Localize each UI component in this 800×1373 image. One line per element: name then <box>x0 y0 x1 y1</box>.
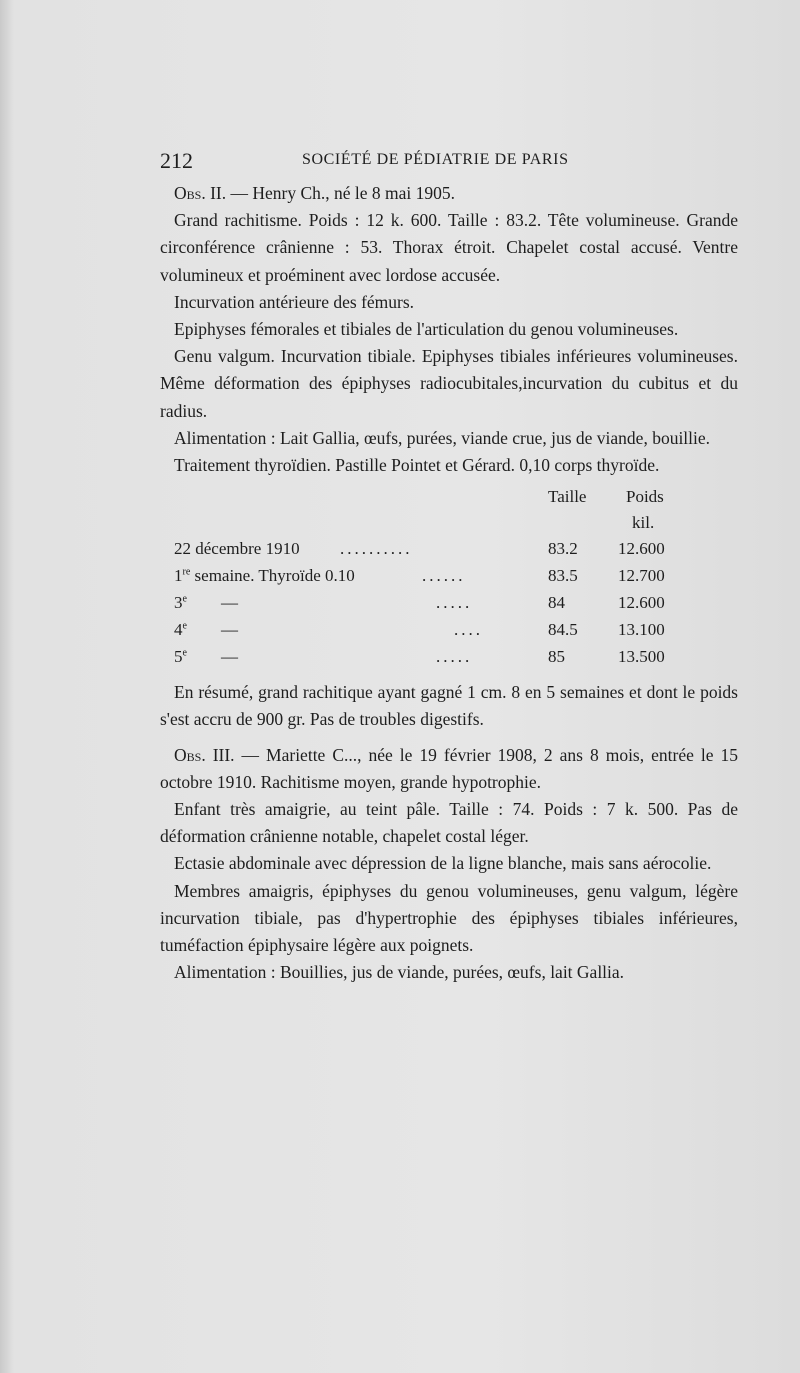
obs3-heading: Obs. III. <box>174 744 235 765</box>
obs3-paragraph-3: Membres amaigris, épiphyses du genou volumineuses, genu valgum, légère incurvation tibiale, pas d'hypertrophie des épiphyses tibiales inférieures, tuméfaction épiphysaire légère aux poignets. <box>160 880 738 956</box>
obs3-intro <box>160 742 738 796</box>
row-label: 5e — <box>174 647 238 667</box>
obs2-paragraph-4: Genu valgum. Incurvation tibiale. Epiphyses tibiales inférieures volumineuses. Même déformation des épiphyses radiocubitales,incurvation du cubitus et du radius. <box>160 346 738 421</box>
row-leader: .... <box>454 620 483 640</box>
row-taille: 85 <box>548 647 565 667</box>
table-row <box>160 535 738 562</box>
obs2-paragraph-2: Incurvation antérieure des fémurs. <box>174 291 415 312</box>
row-leader: ...... <box>422 566 466 586</box>
row-taille: 83.5 <box>548 566 578 586</box>
obs3-intro-text: — Mariette C..., née le 19 février 1908, 2 ans 8 mois, entrée le 15 octobre 1910. Rachitisme moyen, grande hypotrophie. <box>160 744 738 792</box>
page-header <box>160 148 738 174</box>
obs3-paragraph-2: Ectasie abdominale avec dépression de la ligne blanche, mais sans aérocolie. <box>174 853 712 874</box>
obs3-paragraph-1: Enfant très amaigrie, au teint pâle. Taille : 74. Poids : 7 k. 500. Pas de déformation crânienne notable, chapelet costal léger. <box>160 799 738 847</box>
table-row <box>160 562 738 589</box>
table-row <box>160 643 738 670</box>
col-header-poids: Poids <box>626 487 664 507</box>
obs2-intro-text: — Henry Ch., né le 8 mai 1905. <box>226 183 456 203</box>
obs2-paragraph-3: Epiphyses fémorales et tibiales de l'articulation du genou volumineuses. <box>174 319 679 340</box>
page-number: 212 <box>160 148 193 173</box>
row-leader: .......... <box>340 539 413 559</box>
table-row <box>160 589 738 616</box>
row-taille: 84 <box>548 593 565 613</box>
row-leader: ..... <box>436 647 473 667</box>
row-label: 3e — <box>174 593 238 613</box>
col-header-taille: Taille <box>548 487 587 507</box>
obs2-paragraph-1: Grand rachitisme. Poids : 12 k. 600. Taille : 83.2. Tête volumineuse. Grande circonférence crânienne : 53. Thorax étroit. Chapelet costal accusé. Ventre volumineux et proéminent avec lordose accusée. <box>160 210 738 285</box>
measurement-table <box>160 483 738 669</box>
row-taille: 83.2 <box>548 539 578 559</box>
row-label: 22 décembre 1910 <box>174 539 300 559</box>
row-label: 1re semaine. Thyroïde 0.10 <box>174 566 355 586</box>
row-poids: 12.700 <box>618 566 665 586</box>
obs2-intro <box>160 180 738 207</box>
page-body <box>160 180 738 986</box>
resume-paragraph: En résumé, grand rachitique ayant gagné 1 cm. 8 en 5 semaines et dont le poids s'est accru de 900 gr. Pas de troubles digestifs. <box>160 682 738 730</box>
table-row <box>160 616 738 643</box>
obs2-paragraph-5: Alimentation : Lait Gallia, œufs, purées, viande crue, jus de viande, bouillie. <box>174 427 711 448</box>
obs3-paragraph-4: Alimentation : Bouillies, jus de viande, purées, œufs, lait Gallia. <box>174 962 625 983</box>
obs2-paragraph-6: Traitement thyroïdien. Pastille Pointet et Gérard. 0,10 corps thyroïde. <box>174 455 660 476</box>
row-leader: ..... <box>436 593 473 613</box>
row-label: 4e — <box>174 620 238 640</box>
row-poids: 13.500 <box>618 647 665 667</box>
obs2-heading: Obs. II. <box>174 183 227 203</box>
row-taille: 84.5 <box>548 620 578 640</box>
row-poids: 12.600 <box>618 539 665 559</box>
col-header-poids-unit: kil. <box>632 513 655 533</box>
row-poids: 12.600 <box>618 593 665 613</box>
running-title: SOCIÉTÉ DE PÉDIATRIE DE PARIS <box>302 151 569 168</box>
row-poids: 13.100 <box>618 620 665 640</box>
